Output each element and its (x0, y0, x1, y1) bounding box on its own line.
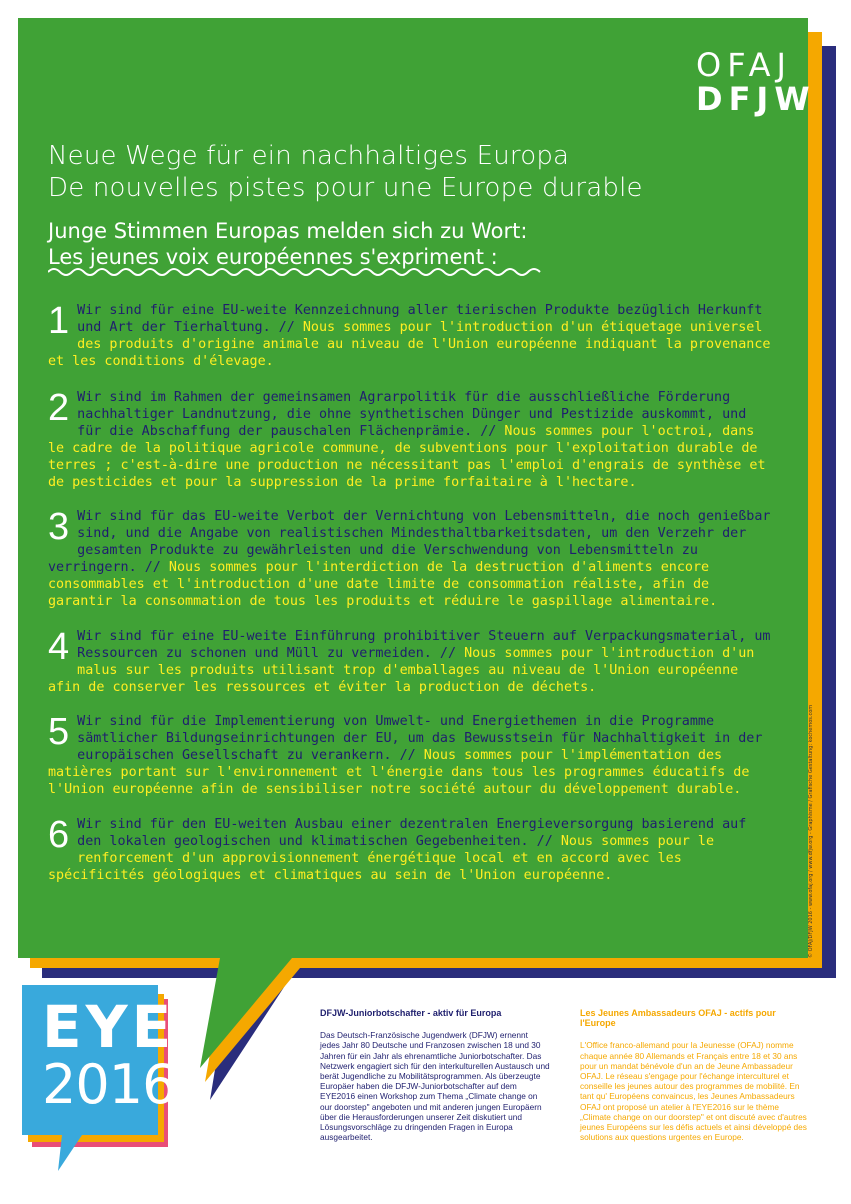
logo-dfjw: DFJW (696, 80, 816, 118)
item-number: 5 (48, 711, 70, 753)
item-text-fr: Nous sommes pour l'introduction d'un étiquetage universel des produits d'origine animale au niveau de l'Union européenne indiquant la provenance et les conditions d'élevage. (48, 320, 771, 369)
subtitle-fr: Les jeunes voix européennes s'expriment : (48, 245, 498, 269)
item-number: 2 (48, 387, 70, 429)
footer-body-fr: L'Office franco-allemand pour la Jeunesse (OFAJ) nomme chaque année 80 Allemands et Français entre 18 et 30 ans pour un mandat bénévole d'un an de Jeune Ambassadeur OFAJ. Le réseau s'engage pour l'échange interculturel et conseille les jeunes autour des programmes de mobilité. En tant qu' Européens convaincus, les Jeunes Ambassadeurs OFAJ ont proposé un atelier à l'EYE2016 sur le thème „Climate change on our doorstep" et ont discuté avec d'autres jeunes Européens sur les défis actuels et ainsi développé des solutions aux questions urgentes en Europe. (580, 1040, 807, 1143)
footer-column-fr (580, 1008, 810, 1142)
wavy-underline (48, 266, 543, 278)
footer-body-de: Das Deutsch-Französische Jugendwerk (DFJW) ernennt jedes Jahr 80 Deutsche und Franzosen zwischen 18 und 30 Jahren für ein Jahr als ehrenamtliche Juniorbotschafter. Das Netzwerk engagiert sich für den interkulturellen Austausch und berät Jugendliche zu Mobilitätsprogrammen. Als überzeugte Europäer haben die DFJW-Juniorbotschafter auf dem EYE2016 einen Workshop zum Thema „Climate change on our doorstep" angeboten und mit anderen jungen Europäern über die Herausforderungen unserer Zeit diskutiert und Lösungsvorschläge zu dringenden Fragen in Europa ausgearbeitet. (320, 1030, 550, 1143)
demand-item (48, 302, 778, 370)
eye2016-logo-text (42, 993, 176, 1116)
item-text-de: Wir sind für eine EU-weite Kennzeichnung aller tierischen Produkte bezüglich Herkunft und Art der Tierhaltung. // (77, 303, 763, 335)
demand-item (48, 389, 778, 491)
page-subtitle (48, 218, 527, 270)
title-de: Neue Wege für ein nachhaltiges Europa (48, 141, 570, 171)
item-number: 6 (48, 814, 70, 856)
demand-item (48, 508, 778, 610)
item-text-fr: Nous sommes pour l'interdiction de la destruction d'aliments encore consommables et l'introduction d'une date limite de consommation réaliste, afin de garantir la consommation de tous les produits et réduire le gaspillage alimentaire. (48, 560, 718, 609)
item-text-de: Wir sind für eine EU-weite Einführung prohibitiver Steuern auf Verpackungsmaterial, um Ressourcen zu schonen und Müll zu vermeiden. // (77, 629, 771, 661)
demand-item (48, 713, 778, 798)
subtitle-de: Junge Stimmen Europas melden sich zu Wort: (48, 219, 528, 243)
item-text-fr: Nous sommes pour l'implémentation des matières portant sur l'environnement et l'énergie dans tous les programmes éducatifs de l'Union européenne afin de sensibiliser notre société autour du développement durable. (48, 748, 750, 797)
eye-logo-year: 2016 (42, 1053, 176, 1116)
eye-logo-word: EYE (42, 993, 176, 1061)
logo-ofaj: OFAJ (696, 46, 792, 84)
copyright-credit: © OFAJ/DFJW 2016 - www.ofaj.org / www.dfjw.org - Graphisme / Grafische Gestaltung: kochemos.com (808, 704, 814, 958)
item-text-fr: Nous sommes pour l'introduction d'un malus sur les produits utilisant trop d'emballages au niveau de l'Union européenne afin de conserver les ressources et éviter la production de déchets. (48, 646, 755, 695)
demand-item (48, 628, 778, 696)
item-number: 3 (48, 506, 70, 548)
demand-item (48, 816, 778, 884)
item-text-fr: Nous sommes pour l'octroi, dans le cadre de la politique agricole commune, de subventions pour l'exploitation durable de terres ; c'est-à-dire une production ne nécessitant pas l'emploi d'engrais de synthèse et de pesticides et pour la suppression de la prime forfaitaire à l'hectare. (48, 424, 766, 490)
title-fr: De nouvelles pistes pour une Europe durable (48, 173, 643, 203)
footer-column-de (320, 1008, 550, 1142)
item-text-de: Wir sind im Rahmen der gemeinsamen Agrarpolitik für die ausschließliche Förderung nachhaltiger Landnutzung, die ohne synthetischen Dünger und Pestizide auskommt, und für die Abschaffung der pauschalen Flächenprämie. // (77, 390, 747, 439)
item-text-de: Wir sind für den EU-weiten Ausbau einer dezentralen Energieversorgung basierend auf den lokalen geologischen und klimatischen Gegebenheiten. // (77, 817, 747, 849)
footer-heading-fr: Les Jeunes Ambassadeurs OFAJ - actifs pour l'Europe (580, 1008, 776, 1029)
item-text-de: Wir sind für die Implementierung von Umwelt- und Energiethemen in die Programme sämtlicher Bildungseinrichtungen der EU, um das Bewusstsein für Nachhaltigkeit in der europäischen Gesellschaft zu verankern. // (77, 714, 763, 763)
page-title (48, 140, 643, 204)
ofaj-dfjw-logo (696, 46, 816, 118)
item-number: 4 (48, 626, 70, 668)
item-text-fr: Nous sommes pour le renforcement d'un approvisionnement énergétique local et en accord avec les spécificités géologiques et climatiques au sein de l'Union européenne. (48, 834, 715, 883)
footer-heading-de: DFJW-Juniorbotschafter - aktiv für Europa (320, 1008, 502, 1018)
item-text-de: Wir sind für das EU-weite Verbot der Vernichtung von Lebensmitteln, die noch genießbar sind, und die Angabe von realistischen Mindesthaltbarkeitsdaten, um den Verzehr der gesamten Produkte zu gewährleisten und die Verschwendung von Lebensmitteln zu verringern. // (48, 509, 771, 575)
item-number: 1 (48, 300, 70, 342)
